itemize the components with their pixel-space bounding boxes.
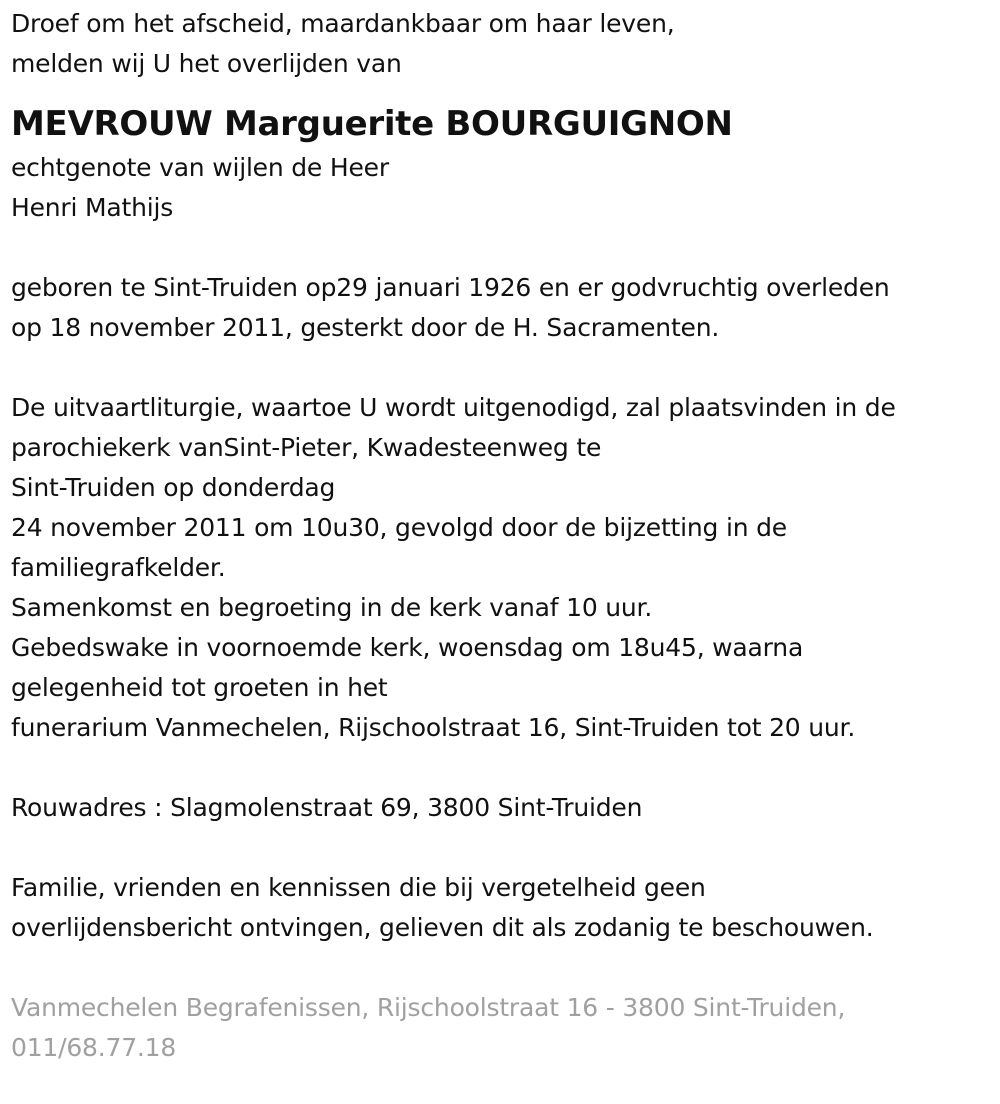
funeral-home-footer xyxy=(11,988,991,1068)
closing-line-1: Familie, vrienden en kennissen die bij vergetelheid geen xyxy=(11,873,706,902)
funeral-line-6: Samenkomst en begroeting in de kerk vanaf 10 uur. xyxy=(11,593,653,622)
death-notice xyxy=(11,4,991,1068)
funeral-line-1: De uitvaartliturgie, waartoe U wordt uitgenodigd, zal plaatsvinden in de xyxy=(11,393,896,422)
mourning-address: Rouwadres : Slagmolenstraat 69, 3800 Sint-Truiden xyxy=(11,793,643,822)
funeral-line-3: Sint-Truiden op donderdag xyxy=(11,473,336,502)
birth-death-line-1: geboren te Sint-Truiden op29 januari 1926 en er godvruchtig overleden xyxy=(11,273,890,302)
spouse-line-1: echtgenote van wijlen de Heer xyxy=(11,153,389,182)
birth-death-line-2: op 18 november 2011, gesterkt door de H. Sacramenten. xyxy=(11,313,720,342)
spouse-block xyxy=(11,148,991,228)
funeral-line-5: familiegrafkelder. xyxy=(11,553,226,582)
spouse-line-2: Henri Mathijs xyxy=(11,193,174,222)
funeral-line-9: funerarium Vanmechelen, Rijschoolstraat 16, Sint-Truiden tot 20 uur. xyxy=(11,713,856,742)
funeral-line-4: 24 november 2011 om 10u30, gevolgd door de bijzetting in de xyxy=(11,513,787,542)
deceased-name: MEVROUW Marguerite BOURGUIGNON xyxy=(11,104,733,144)
closing-block xyxy=(11,868,991,948)
footer-phone: 011/68.77.18 xyxy=(11,1033,177,1062)
funeral-line-2: parochiekerk vanSint-Pieter, Kwadesteenweg te xyxy=(11,433,602,462)
funeral-block xyxy=(11,388,991,748)
funeral-line-8: gelegenheid tot groeten in het xyxy=(11,673,388,702)
birth-death-block xyxy=(11,268,991,348)
footer-line-1: Vanmechelen Begrafenissen, Rijschoolstraat 16 - 3800 Sint-Truiden, xyxy=(11,993,846,1022)
intro-line-1: Droef om het afscheid, maardankbaar om haar leven, xyxy=(11,9,675,38)
intro-line-2: melden wij U het overlijden van xyxy=(11,49,402,78)
funeral-line-7: Gebedswake in voornoemde kerk, woensdag om 18u45, waarna xyxy=(11,633,804,662)
closing-line-2: overlijdensbericht ontvingen, gelieven dit als zodanig te beschouwen. xyxy=(11,913,874,942)
intro-block xyxy=(11,4,991,84)
